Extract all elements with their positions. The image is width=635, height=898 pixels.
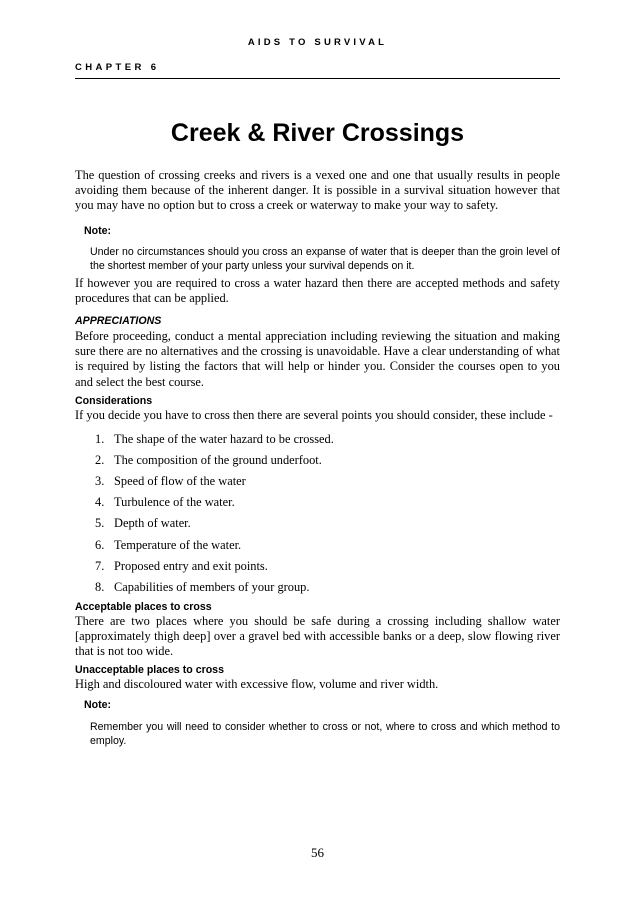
methods-paragraph: If however you are required to cross a water hazard then there are accepted methods and safety procedures that can be applied. xyxy=(75,275,560,305)
list-text: The shape of the water hazard to be crossed. xyxy=(114,432,334,447)
list-text: Temperature of the water. xyxy=(114,537,242,552)
list-item xyxy=(75,453,560,467)
acceptable-heading: Acceptable places to cross xyxy=(75,600,212,613)
page-content xyxy=(75,168,560,748)
list-item xyxy=(75,538,560,552)
list-number: 3. xyxy=(95,474,105,489)
considerations-heading: Considerations xyxy=(75,394,153,407)
list-item xyxy=(75,580,560,594)
note-text: Remember you will need to consider whether to cross or not, where to cross and which method to employ. xyxy=(90,720,560,747)
list-number: 7. xyxy=(95,558,105,573)
list-text: The composition of the ground underfoot. xyxy=(114,453,322,468)
list-number: 8. xyxy=(95,579,105,594)
list-number: 4. xyxy=(95,495,105,510)
note-label: Note: xyxy=(84,698,112,711)
list-text: Speed of flow of the water xyxy=(114,474,246,489)
unacceptable-heading: Unacceptable places to cross xyxy=(75,664,224,677)
intro-paragraph: The question of crossing creeks and rivers is a vexed one and one that usually results in people avoiding them because of the inherent danger. It is possible in a survival situation however that you may have no option but to cross a creek or waterway to make your way to safety. xyxy=(75,168,560,213)
appreciations-heading: APPRECIATIONS xyxy=(75,315,162,328)
appreciations-paragraph: Before proceeding, conduct a mental appreciation including reviewing the situation and making sure there are no alternatives and the crossing is unavoidable. Have a clear understanding of what is required by listing the factors that will help or hinder you. Consider the courses open to you and select the best course. xyxy=(75,329,560,389)
page-title: Creek & River Crossings xyxy=(170,119,465,147)
list-number: 6. xyxy=(95,537,105,552)
header-rule xyxy=(75,78,560,79)
note-text: Under no circumstances should you cross an expanse of water that is deeper than the groin level of the shortest member of your party unless your survival depends on it. xyxy=(90,245,560,272)
unacceptable-paragraph: High and discoloured water with excessive flow, volume and river width. xyxy=(75,677,439,692)
list-number: 2. xyxy=(95,453,105,468)
page-number: 56 xyxy=(311,845,324,860)
list-item xyxy=(75,474,560,488)
running-header: AIDS TO SURVIVAL xyxy=(247,37,388,48)
note-label: Note: xyxy=(84,224,112,237)
list-item xyxy=(75,516,560,530)
list-text: Proposed entry and exit points. xyxy=(114,558,268,573)
acceptable-paragraph: There are two places where you should be safe during a crossing including shallow water [approximately thigh deep] over a gravel bed with accessible banks or a deep, slow flowing river that is not too wide. xyxy=(75,613,560,659)
list-text: Turbulence of the water. xyxy=(114,495,235,510)
list-text: Depth of water. xyxy=(114,516,191,531)
list-item xyxy=(75,432,560,446)
list-item xyxy=(75,495,560,509)
considerations-paragraph: If you decide you have to cross then there are several points you should consider, these include - xyxy=(75,407,553,422)
list-number: 1. xyxy=(95,432,105,447)
list-text: Capabilities of members of your group. xyxy=(114,579,310,594)
considerations-list xyxy=(75,432,560,594)
chapter-label: CHAPTER 6 xyxy=(75,62,160,73)
list-number: 5. xyxy=(95,516,105,531)
list-item xyxy=(75,559,560,573)
